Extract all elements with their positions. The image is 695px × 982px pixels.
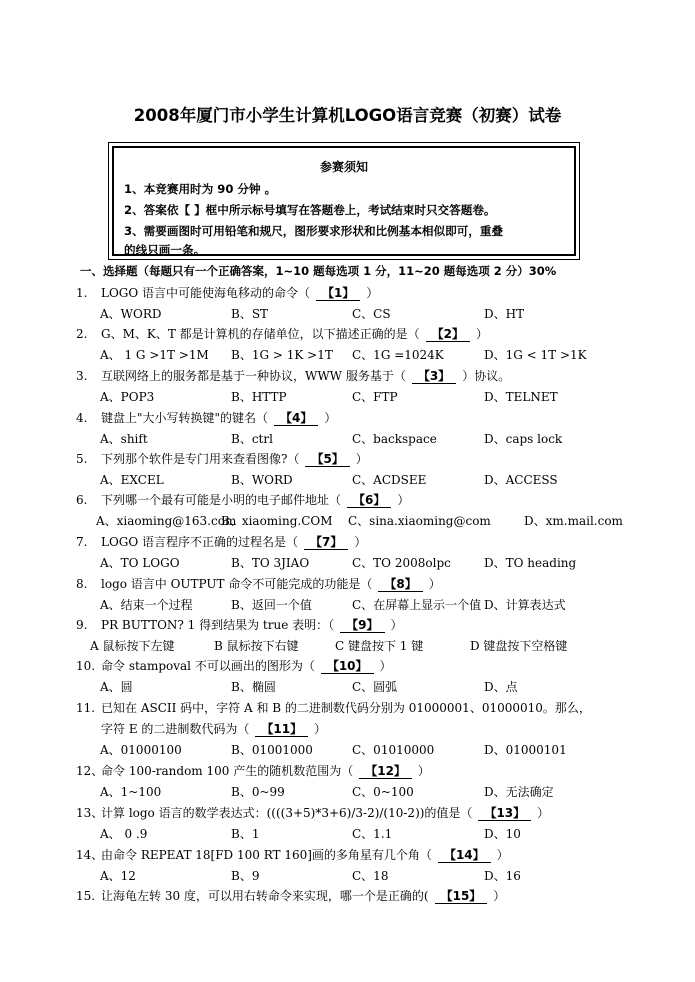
- notice-line-1: 1、本竞赛用时为 90 分钟 。: [124, 182, 277, 196]
- answer-blank: 【2】: [426, 327, 470, 342]
- answer-blank: 【6】: [347, 493, 391, 508]
- answer-blank: 【1】: [316, 286, 360, 301]
- notice-heading: 参赛须知: [319, 160, 368, 174]
- question-text: 下列哪一个最有可能是小明的电子邮件地址（: [101, 493, 342, 507]
- question-number: 8.: [76, 577, 88, 591]
- option-a: A、EXCEL: [100, 473, 164, 487]
- question-text-end: ）协议。: [462, 369, 511, 383]
- question-text: G、M、K、T 都是计算机的存储单位，以下描述正确的是（: [101, 327, 420, 341]
- options-row: [100, 597, 660, 613]
- question-14: [76, 805, 549, 821]
- question-text: logo 语言中 OUTPUT 命令不可能完成的功能是（: [101, 577, 373, 591]
- question-4: [76, 410, 336, 426]
- question-16: [76, 888, 505, 904]
- answer-blank: 【12】: [359, 764, 412, 779]
- question-text: LOGO 语言程序不正确的过程名是（: [101, 535, 299, 549]
- option-b: B 鼠标按下右键: [214, 639, 299, 653]
- options-row: [100, 555, 660, 571]
- option-a: A、WORD: [100, 307, 162, 321]
- option-d: D、计算表达式: [484, 598, 566, 612]
- options-row: [100, 472, 660, 488]
- option-c: C、sina.xiaoming@com: [348, 514, 491, 528]
- answer-blank: 【5】: [305, 452, 349, 467]
- question-text: 字符 E 的二进制数代码为（: [101, 722, 250, 736]
- option-d: D 键盘按下空格键: [470, 639, 568, 653]
- question-number: 2.: [76, 327, 88, 341]
- question-number: 5.: [76, 452, 88, 466]
- question-text: 命令 stampoval 不可以画出的图形为（: [101, 659, 315, 673]
- question-text: 键盘上"大小写转换键"的键名（: [101, 411, 269, 425]
- option-c: C、18: [352, 869, 389, 883]
- section-heading: 一、选择题（每题只有一个正确答案，1~10 题每选项 1 分，11~20 题每选项 2 分）30%: [80, 264, 557, 278]
- option-a: A、POP3: [100, 390, 155, 404]
- question-2: [76, 326, 488, 342]
- question-text-end: ）: [493, 889, 506, 903]
- option-c: C、ACDSEE: [352, 473, 427, 487]
- option-d: D、HT: [484, 307, 525, 321]
- answer-blank: 【4】: [274, 411, 318, 426]
- options-row: [90, 638, 660, 654]
- question-10: [76, 658, 392, 674]
- option-a: A、xiaoming@163.com: [96, 514, 237, 528]
- question-number: 14、: [76, 848, 104, 862]
- question-12: [76, 721, 326, 737]
- option-b: B、HTTP: [231, 390, 287, 404]
- option-a: A 鼠标按下左键: [90, 639, 175, 653]
- option-c: C、01010000: [352, 743, 435, 757]
- options-row: [100, 784, 660, 800]
- options-row: [100, 826, 660, 842]
- question-number: 15.: [76, 889, 96, 903]
- question-text-end: ）: [355, 452, 368, 466]
- option-b: B、返回一个值: [231, 598, 312, 612]
- option-a: A、 0 .9: [100, 827, 148, 841]
- notice-box: [108, 142, 580, 260]
- option-b: B、1G > 1K >1T: [231, 348, 333, 362]
- option-d: D、无法确定: [484, 785, 554, 799]
- question-number: 7.: [76, 535, 88, 549]
- page-title: 2008年厦门市小学生计算机LOGO语言竞赛（初赛）试卷: [133, 106, 562, 125]
- question-number: 12、: [76, 764, 104, 778]
- question-6: [76, 492, 409, 508]
- option-a: A、 1 G >1T >1M: [100, 348, 209, 362]
- question-9: [76, 617, 403, 633]
- notice-line-3: 3、需要画图时可用铅笔和规尺，图形要求形状和比例基本相似即可，重叠: [124, 224, 504, 238]
- option-c: C、CS: [352, 307, 391, 321]
- option-d: D、caps lock: [484, 432, 563, 446]
- question-number: 13、: [76, 806, 104, 820]
- option-d: D、01000101: [484, 743, 567, 757]
- question-number: 4.: [76, 411, 88, 425]
- question-number: 1.: [76, 286, 88, 300]
- option-b: B、ctrl: [231, 432, 273, 446]
- question-text: 下列那个软件是专门用来查看图像?（: [101, 452, 300, 466]
- option-c: C、1.1: [352, 827, 393, 841]
- answer-blank: 【15】: [435, 889, 488, 904]
- question-number: 10.: [76, 659, 96, 673]
- option-b: B、TO 3JIAO: [231, 556, 310, 570]
- question-text: 命令 100-random 100 产生的随机数范围为（: [101, 764, 354, 778]
- question-number: 3.: [76, 369, 88, 383]
- answer-blank: 【11】: [255, 722, 308, 737]
- question-text: 让海龟左转 30 度，可以用右转命令来实现，哪一个是正确的(: [101, 889, 429, 903]
- answer-blank: 【9】: [340, 618, 384, 633]
- option-c: C 键盘按下 1 键: [335, 639, 424, 653]
- question-text-end: ）: [428, 577, 441, 591]
- option-d: D、点: [484, 680, 518, 694]
- question-text: 由命令 REPEAT 18[FD 100 RT 160]画的多角星有几个角（: [101, 848, 432, 862]
- question-7: [76, 534, 366, 550]
- option-c: C、FTP: [352, 390, 398, 404]
- options-row: [100, 389, 660, 405]
- question-text-end: ）: [476, 327, 489, 341]
- option-c: C、0~100: [352, 785, 414, 799]
- question-text-end: ）: [397, 493, 410, 507]
- options-row: [100, 431, 660, 447]
- option-d: D、1G < 1T >1K: [484, 348, 587, 362]
- option-d: D、TELNET: [484, 390, 558, 404]
- option-d: D、16: [484, 869, 521, 883]
- option-a: A、shift: [100, 432, 148, 446]
- question-1: [76, 285, 378, 301]
- option-a: A、01000100: [100, 743, 182, 757]
- options-row: [100, 347, 660, 363]
- answer-blank: 【10】: [321, 659, 374, 674]
- question-text: LOGO 语言中可能使海龟移动的命令（: [101, 286, 311, 300]
- option-d: D、xm.mail.com: [524, 514, 623, 528]
- question-text-end: ）: [417, 764, 430, 778]
- question-5: [76, 451, 368, 467]
- option-c: C、圆弧: [352, 680, 398, 694]
- question-text-end: ）: [324, 411, 337, 425]
- question-3: [76, 368, 510, 384]
- options-row: [100, 868, 660, 884]
- question-text-end: ）: [379, 659, 392, 673]
- option-b: B、WORD: [231, 473, 293, 487]
- question-text-end: ）: [496, 848, 509, 862]
- question-13: [76, 763, 430, 779]
- question-text: 已知在 ASCII 码中，字符 A 和 B 的二进制数代码分别为 01000001、01000010。那么，: [101, 701, 591, 715]
- answer-blank: 【8】: [378, 577, 422, 592]
- option-c: C、TO 2008olpc: [352, 556, 451, 570]
- answer-blank: 【7】: [304, 535, 348, 550]
- notice-line-4: 的线只画一条。: [124, 243, 206, 257]
- option-c: C、backspace: [352, 432, 437, 446]
- option-d: D、ACCESS: [484, 473, 558, 487]
- options-row: [96, 513, 660, 529]
- answer-blank: 【3】: [412, 369, 456, 384]
- question-number: 11.: [76, 701, 96, 715]
- notice-inner-border: [112, 146, 576, 256]
- option-a: A、圆: [100, 680, 133, 694]
- option-b: B、xiaoming.COM: [221, 514, 333, 528]
- options-row: [100, 742, 660, 758]
- question-text-end: ）: [314, 722, 327, 736]
- option-b: B、椭圆: [231, 680, 276, 694]
- question-text-end: ）: [390, 618, 403, 632]
- notice-line-2: 2、答案依【 】框中所示标号填写在答题卷上，考试结束时只交答题卷。: [124, 203, 496, 217]
- option-a: A、结束一个过程: [100, 598, 193, 612]
- options-row: [100, 679, 660, 695]
- option-c: C、在屏幕上显示一个值: [352, 598, 482, 612]
- question-text-end: ）: [537, 806, 550, 820]
- answer-blank: 【13】: [478, 806, 531, 821]
- question-text: PR BUTTON? 1 得到结果为 true 表明：（: [101, 618, 335, 632]
- option-b: B、ST: [231, 307, 269, 321]
- option-d: D、10: [484, 827, 521, 841]
- option-b: B、1: [231, 827, 260, 841]
- question-text: 计算 logo 语言的数学表达式：((((3+5)*3+6)/3-2)/(10-2))的值是（: [101, 806, 473, 820]
- question-11: [76, 700, 591, 716]
- question-8: [76, 576, 441, 592]
- question-15: [76, 847, 509, 863]
- option-d: D、TO heading: [484, 556, 577, 570]
- option-c: C、1G =1024K: [352, 348, 444, 362]
- option-b: B、01001000: [231, 743, 313, 757]
- option-b: B、0~99: [231, 785, 285, 799]
- option-a: A、TO LOGO: [100, 556, 180, 570]
- question-text-end: ）: [366, 286, 379, 300]
- option-a: A、12: [100, 869, 136, 883]
- option-b: B、9: [231, 869, 260, 883]
- question-number: 9.: [76, 618, 88, 632]
- question-number: 6.: [76, 493, 88, 507]
- options-row: [100, 306, 660, 322]
- question-text-end: ）: [354, 535, 367, 549]
- question-text: 互联网络上的服务都是基于一种协议，WWW 服务基于（: [101, 369, 406, 383]
- answer-blank: 【14】: [438, 848, 491, 863]
- option-a: A、1~100: [100, 785, 162, 799]
